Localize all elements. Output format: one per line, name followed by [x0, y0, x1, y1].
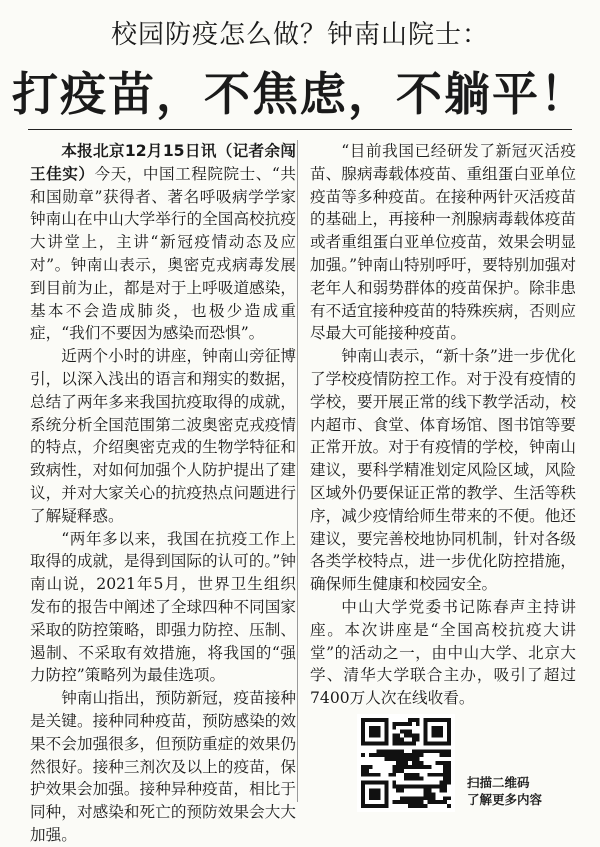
article-paragraph: 钟南山表示，“新十条”进一步优化了学校疫情防控工作。对于没有疫情的学校，要开展正常的线下教学活动，校内超市、食堂、体育场馆、图书馆等要正常开放。对于有疫情的学校，钟南山建议，要科学精准划定风险区域，风险区域外仍要保证正常的教学、生活等秩序，减少疫情给师生带来的不便。他还建议，要完善校地协同机制，针对各级各类学校特点，进一步优化防控措施，确保师生健康和校园安全。 [310, 347, 576, 594]
article-paragraph: 钟南山指出，预防新冠，疫苗接种是关键。接种同种疫苗，预防感染的效果不会加强很多，但预防重症的效果仍然很好。接种三剂次及以上的疫苗，保护效果会加强。接种异种疫苗，相比于同种，对感染和死亡的预防效果会大大加强。 [30, 689, 296, 844]
article-column-right [310, 140, 576, 710]
column-divider [297, 140, 298, 802]
article-paragraph: “两年多以来，我国在抗疫工作上取得的成就，是得到国际的认可的。”钟南山说，2021年5月，世界卫生组织发布的报告中阐述了全球四种不同国家采取的防控策略，即强力防控、压制、遏制、不采取有效措施，将我国的“强力防控”策略列为最佳选项。 [30, 529, 296, 685]
headline-rule [28, 129, 572, 130]
qr-code-icon[interactable] [357, 714, 455, 812]
qr-caption-line2: 了解更多内容 [467, 792, 543, 807]
article-paragraph: 中山大学党委书记陈春声主持讲座。本次讲座是“全国高校抗疫大讲堂”的活动之一，由中山大学、北京大学、清华大学联合主办，吸引了超过7400万人次在线收看。 [310, 597, 576, 708]
article-column-left [30, 140, 312, 847]
qr-caption [467, 774, 542, 808]
article-byline: 本报北京12月15日讯（记者余闯 王佳实） [30, 142, 312, 183]
headline-title: 打疫苗，不焦虑，不躺平！ [12, 67, 588, 121]
headline-subtitle: 校园防疫怎么做？钟南山院士： [110, 20, 489, 50]
article-paragraph: 近两个小时的讲座，钟南山旁征博引，以深入浅出的语言和翔实的数据，总结了两年多来我国抗疫取得的成就，系统分析全国范围第二波奥密克戎疫情的特点，介绍奥密克戎的生物学特征和致病性，对如何加强个人防护提出了建议，并对大家关心的抗疫热点问题进行了解疑释惑。 [30, 347, 296, 525]
article-paragraph: “目前我国已经研发了新冠灭活疫苗、腺病毒载体疫苗、重组蛋白亚单位疫苗等多种疫苗。在接种两针灭活疫苗的基础上，再接种一剂腺病毒载体疫苗或者重组蛋白亚单位疫苗，效果会明显加强。”钟南山特别呼吁，要特别加强对老年人和弱势群体的疫苗保护。除非患有不适宜接种疫苗的特殊疾病，否则应尽最大可能接种疫苗。 [310, 142, 576, 343]
article-paragraph [30, 140, 312, 345]
qr-caption-line1: 扫描二维码 [467, 775, 530, 790]
paragraph-text: 今天，中国工程院院士、“共和国勋章”获得者、著名呼吸病学学家钟南山在中山大学举行的全国高校抗疫大讲堂上，主讲“新冠疫情动态及应对”。钟南山表示，奥密克戎病毒发展到目前为止，都是对于上呼吸道感染，基本不会造成肺炎，也极少造成重症，“我们不要因为感染而恐惧”。 [30, 164, 296, 343]
